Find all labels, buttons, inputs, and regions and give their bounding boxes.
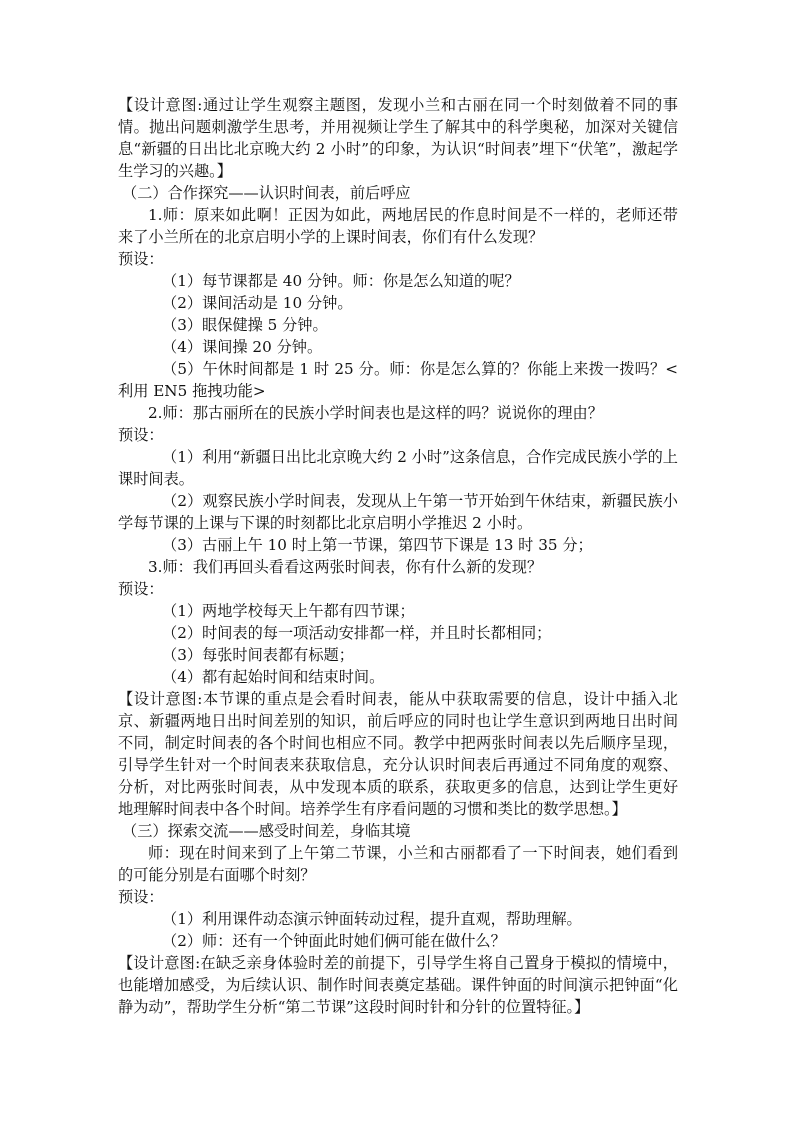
design-intent-paragraph-1: 【设计意图:通过让学生观察主题图，发现小兰和古丽在同一个时刻做着不同的事情。抛出问题刺激学生思考，并用视频让学生了解其中的科学奥秘，加深对关键信息“新疆的日出比北京晚大约 2 小时”的印象，为认识“时间表”埋下“伏笔”，激起学生学习的兴趣。】 xyxy=(118,96,678,180)
section-heading-cooperative-inquiry: （二）合作探究——认识时间表，前后呼应 xyxy=(122,184,411,202)
document-page xyxy=(118,94,678,1018)
preset-item: （1）每节课都是 40 分钟。师：你是怎么知道的呢？ xyxy=(162,272,520,290)
preset-label: 预设： xyxy=(118,888,164,906)
preset-item: （4）都有起始时间和结束时间。 xyxy=(162,668,385,686)
preset-item: （2）时间表的每一项活动安排都一样，并且时长都相同； xyxy=(162,624,552,642)
preset-item: （2）师：还有一个钟面此时她们俩可能在做什么？ xyxy=(162,932,506,950)
teacher-question-4: 师：现在时间来到了上午第二节课，小兰和古丽都看了一下时间表，她们看到的可能分别是右面哪个时刻？ xyxy=(118,844,678,884)
preset-item: （5）午休时间都是 1 时 25 分。师：你是怎么算的？你能上来拨一拨吗？<利用 EN5 拖拽功能> xyxy=(118,360,678,400)
preset-label: 预设： xyxy=(118,250,164,268)
preset-item: （4）课间操 20 分钟。 xyxy=(162,338,323,356)
design-intent-paragraph-2: 【设计意图:本节课的重点是会看时间表，能从中获取需要的信息，设计中插入北京、新疆两地日出时间差别的知识，前后呼应的同时也让学生意识到两地日出时间不同，制定时间表的各个时间也相应不同。教学中把两张时间表以先后顺序呈现，引导学生针对一个时间表来获取信息，充分认识时间表后再通过不同角度的观察、分析，对比两张时间表，从中发现本质的联系，获取更多的信息，达到让学生更好地理解时间表中各个时间。培养学生有序看问题的习惯和类比的数学思想。】 xyxy=(118,690,678,818)
preset-item: （2）观察民族小学时间表，发现从上午第一节开始到午休结束，新疆民族小学每节课的上课与下课的时刻都比北京启明小学推迟 2 小时。 xyxy=(118,492,678,532)
design-intent-paragraph-3: 【设计意图:在缺乏亲身体验时差的前提下，引导学生将自己置身于模拟的情境中，也能增加感受，为后续认识、制作时间表奠定基础。课件钟面的时间演示把钟面“化静为动”，帮助学生分析“第二节课”这段时间时针和分针的位置特征。】 xyxy=(118,954,678,1016)
preset-item: （3）眼保健操 5 分钟。 xyxy=(162,316,328,334)
preset-item: （1）利用课件动态演示钟面转动过程，提升直观，帮助理解。 xyxy=(162,910,582,928)
preset-item: （1）两地学校每天上午都有四节课； xyxy=(162,602,415,620)
preset-item: （1）利用“新疆日出比北京晚大约 2 小时”这条信息，合作完成民族小学的上课时间表。 xyxy=(118,448,678,488)
preset-item: （3）古丽上午 10 时上第一节课，第四节下课是 13 时 35 分； xyxy=(162,536,593,554)
preset-label: 预设： xyxy=(118,426,164,444)
preset-item: （2）课间活动是 10 分钟。 xyxy=(162,294,353,312)
teacher-question-1: 1.师：原来如此啊！正因为如此，两地居民的作息时间是不一样的，老师还带来了小兰所在的北京启明小学的上课时间表，你们有什么发现？ xyxy=(118,206,678,246)
teacher-question-2: 2.师：那古丽所在的民族小学时间表也是这样的吗？说说你的理由？ xyxy=(148,404,603,422)
section-heading-explore-exchange: （三）探索交流——感受时间差，身临其境 xyxy=(122,822,411,840)
preset-item: （3）每张时间表都有标题； xyxy=(162,646,354,664)
preset-label: 预设： xyxy=(118,580,164,598)
teacher-question-3: 3.师：我们再回头看看这两张时间表，你有什么新的发现？ xyxy=(148,558,543,576)
